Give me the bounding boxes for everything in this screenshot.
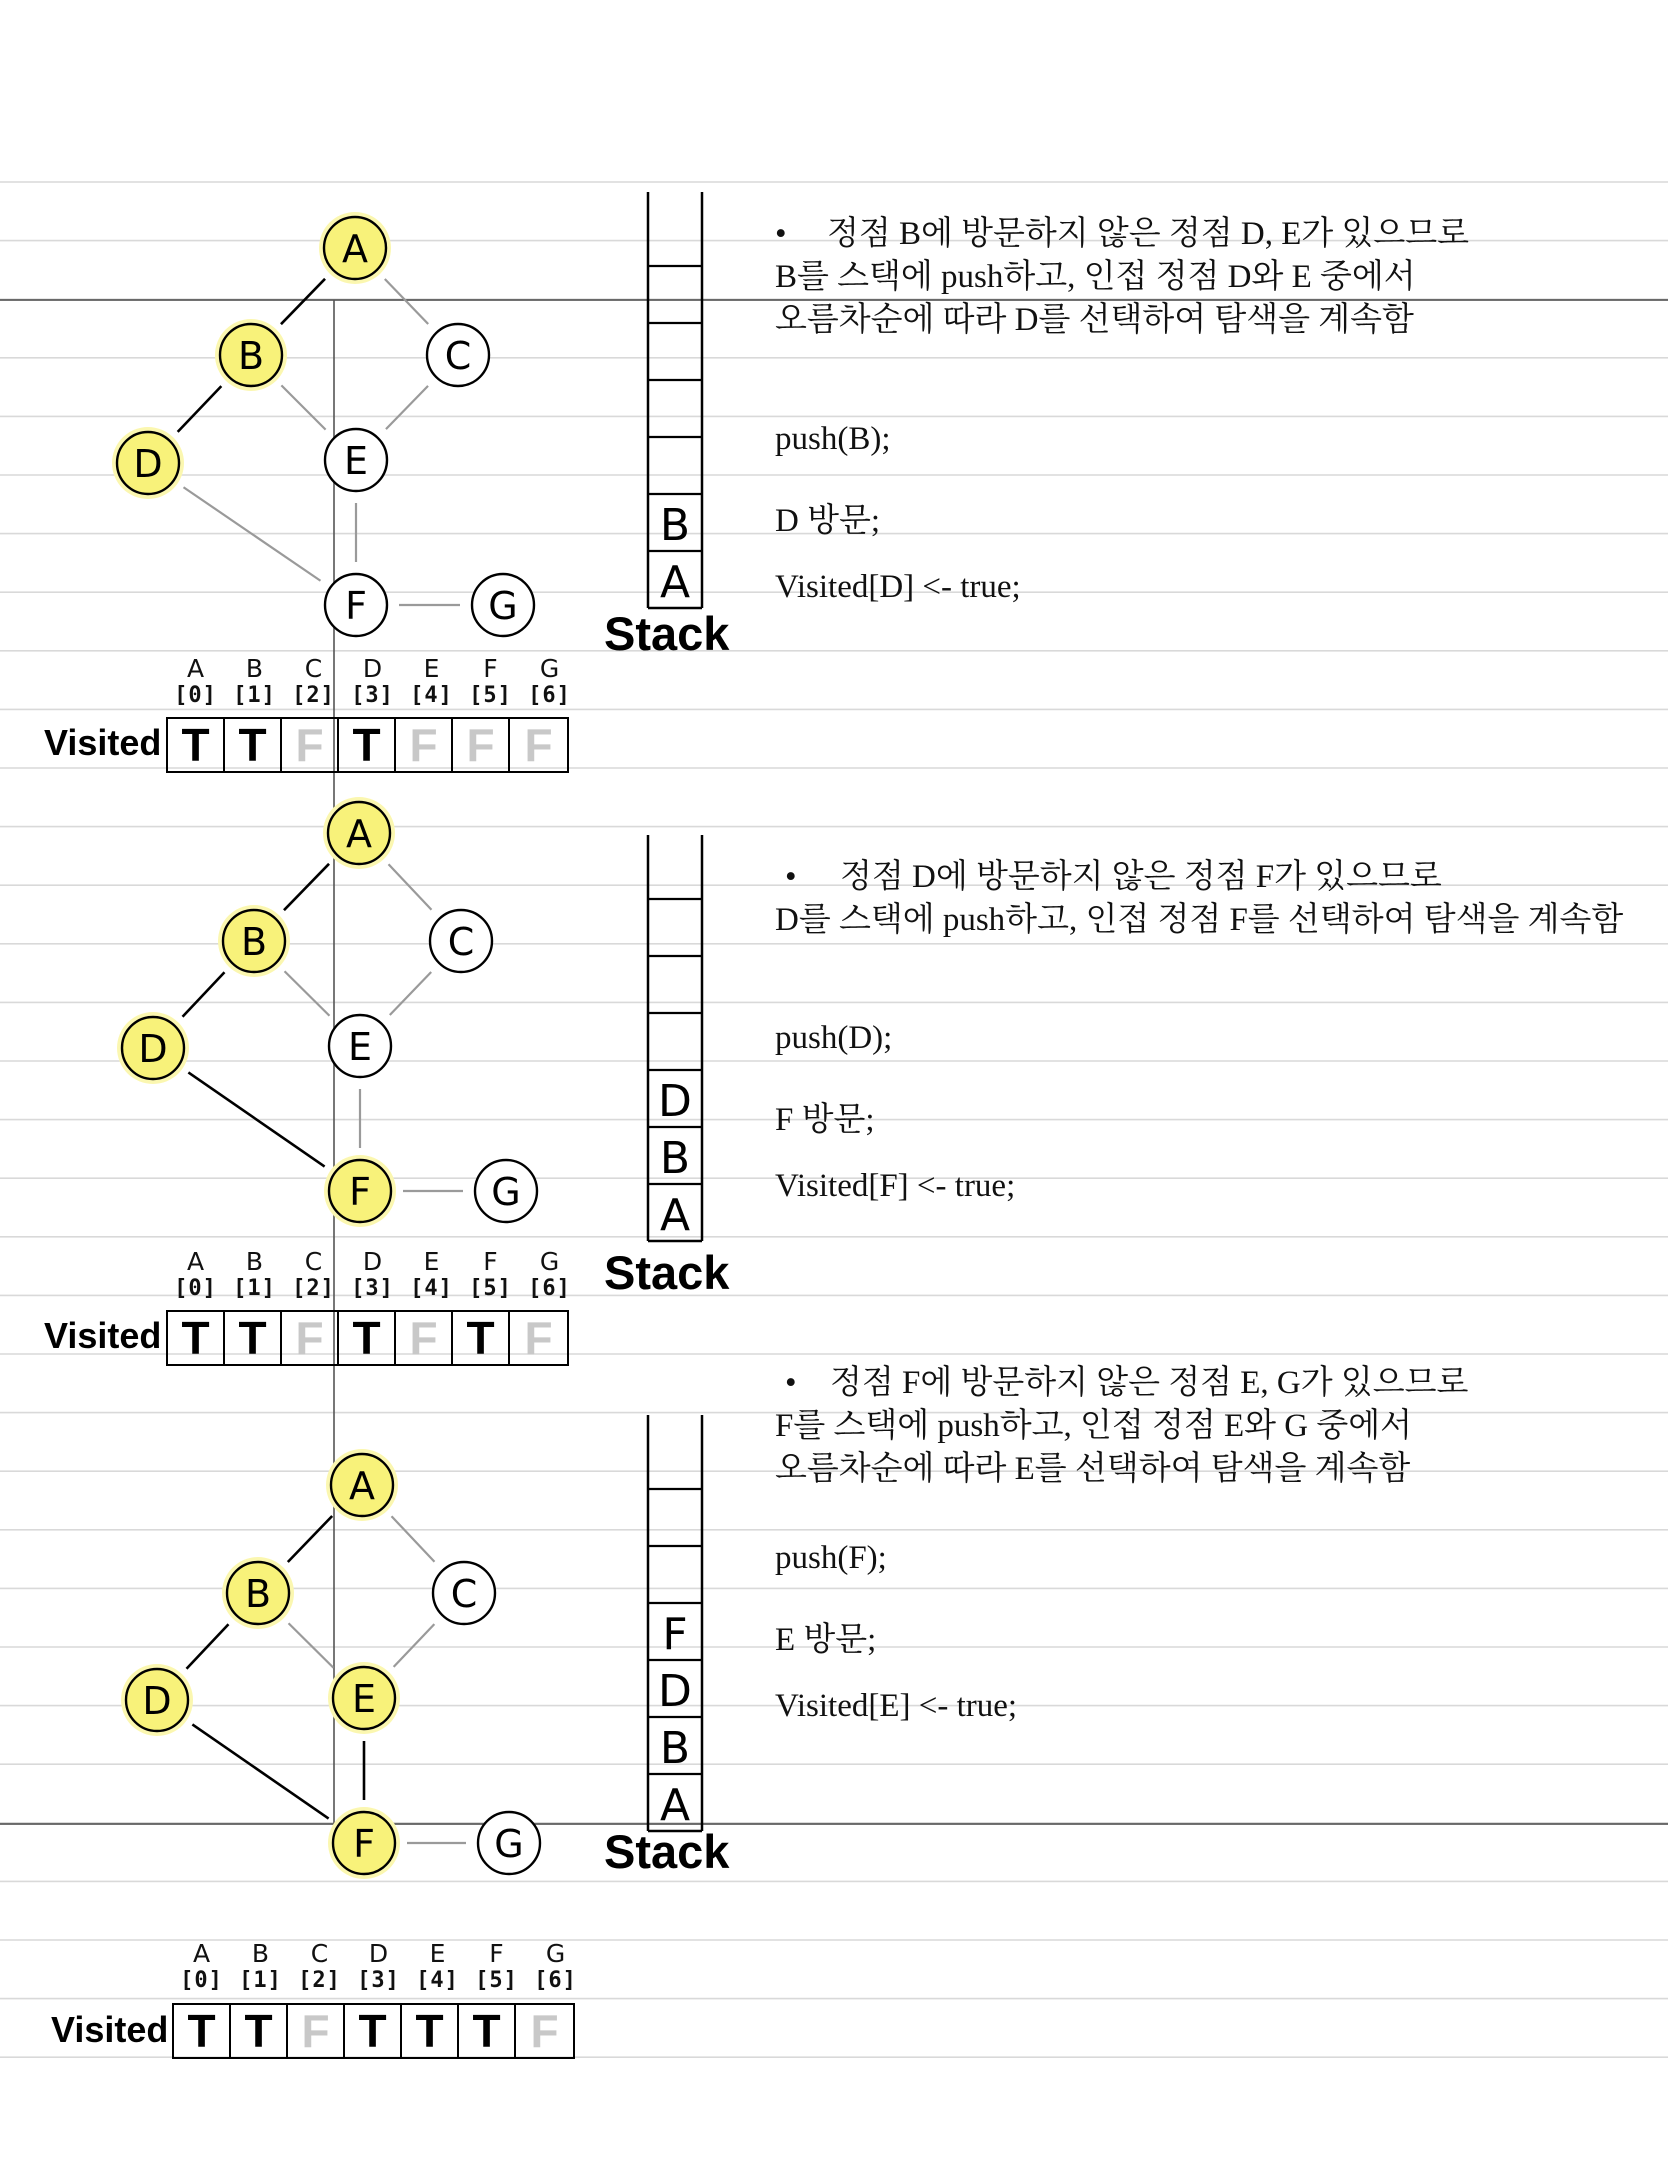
visited-cell: T xyxy=(339,719,396,771)
column-letter: C xyxy=(304,654,323,683)
description-line: • 정점 D에 방문하지 않은 정점 F가 있으므로 xyxy=(785,859,1442,895)
edge-B-D xyxy=(187,1624,229,1668)
stack-item: B xyxy=(659,1723,691,1774)
edge-D-F xyxy=(192,1724,328,1818)
column-letter: F xyxy=(483,1247,498,1276)
visited-cell: T xyxy=(231,2005,288,2057)
stack-item: D xyxy=(658,1076,692,1127)
description-line: • 정점 F에 방문하지 않은 정점 E, G가 있으므로 xyxy=(785,1365,1469,1401)
visited-label: Visited xyxy=(44,1315,162,1356)
stack-label: Stack xyxy=(604,1246,730,1299)
visited-cell: T xyxy=(453,1312,510,1364)
column-index: [1] xyxy=(233,683,276,708)
code-mark-visited: Visited[E] <- true; xyxy=(775,1688,1018,1724)
description-line: 오름차순에 따라 D를 선택하여 탐색을 계속함 xyxy=(775,302,1414,338)
node-D-label: D xyxy=(133,442,163,486)
description-line: • 정점 B에 방문하지 않은 정점 D, E가 있으므로 xyxy=(775,216,1470,252)
column-index: [4] xyxy=(410,683,453,708)
column-letter: B xyxy=(245,1247,264,1276)
column-index: [5] xyxy=(469,1276,512,1301)
column-letter: C xyxy=(304,1247,323,1276)
column-index: [0] xyxy=(174,1276,217,1301)
node-E-label: E xyxy=(343,439,369,483)
node-A-label: A xyxy=(342,227,368,271)
column-letter: C xyxy=(310,1939,329,1968)
stack-label: Stack xyxy=(604,607,730,660)
column-letter: G xyxy=(539,654,560,683)
column-letter: D xyxy=(362,1247,383,1276)
column-index: [3] xyxy=(351,1276,394,1301)
column-header xyxy=(285,1248,342,1302)
column-letter: A xyxy=(186,654,205,683)
column-index: [2] xyxy=(292,1276,335,1301)
column-header xyxy=(344,655,401,709)
node-C-label: C xyxy=(444,334,472,378)
node-C-label: C xyxy=(450,1572,478,1616)
column-header xyxy=(167,1248,224,1302)
visited-label: Visited xyxy=(44,722,162,763)
column-header xyxy=(226,655,283,709)
stack-diagram xyxy=(640,1415,720,1835)
node-G-label: G xyxy=(494,1822,524,1866)
column-header xyxy=(462,655,519,709)
node-D-label: D xyxy=(138,1027,168,1071)
code-mark-visited: Visited[D] <- true; xyxy=(775,569,1021,605)
column-index: [4] xyxy=(410,1276,453,1301)
column-index: [0] xyxy=(174,683,217,708)
node-G-label: G xyxy=(488,584,518,628)
column-index: [4] xyxy=(416,1968,459,1993)
visited-cell: F xyxy=(282,719,339,771)
column-index: [3] xyxy=(351,683,394,708)
column-index: [6] xyxy=(528,1276,571,1301)
column-letter: D xyxy=(362,654,383,683)
column-index: [6] xyxy=(534,1968,577,1993)
column-header xyxy=(403,1248,460,1302)
code-visit: F 방문; xyxy=(775,1102,875,1138)
visited-cell: T xyxy=(345,2005,402,2057)
stack-label: Stack xyxy=(604,1825,730,1878)
column-letter: D xyxy=(368,1939,389,1968)
column-header xyxy=(173,1940,230,1994)
visited-cell: F xyxy=(530,2005,559,2057)
node-A-label: A xyxy=(346,812,372,856)
stack-item: A xyxy=(659,1190,691,1241)
description-line: B를 스택에 push하고, 인접 정점 D와 E 중에서 xyxy=(775,259,1416,295)
visited-cell: T xyxy=(225,719,282,771)
visited-cell: T xyxy=(402,2005,459,2057)
column-index: [3] xyxy=(357,1968,400,1993)
code-push: push(D); xyxy=(775,1020,893,1056)
column-letter: G xyxy=(545,1939,566,1968)
stack-item: A xyxy=(659,1780,691,1831)
column-header xyxy=(232,1940,289,1994)
node-E-label: E xyxy=(351,1677,377,1721)
column-index: [1] xyxy=(239,1968,282,1993)
column-header xyxy=(521,655,578,709)
visited-cell: T xyxy=(225,1312,282,1364)
column-header xyxy=(468,1940,525,1994)
visited-cell: F xyxy=(396,719,453,771)
column-letter: E xyxy=(429,1939,446,1968)
stack-item: F xyxy=(662,1609,688,1660)
column-letter: A xyxy=(192,1939,211,1968)
column-header xyxy=(226,1248,283,1302)
column-letter: A xyxy=(186,1247,205,1276)
step-notes xyxy=(775,856,1624,1204)
column-header xyxy=(403,655,460,709)
visited-cell: F xyxy=(524,719,553,771)
description-line: F를 스택에 push하고, 인접 정점 E와 G 중에서 xyxy=(775,1408,1412,1444)
node-E-label: E xyxy=(347,1025,373,1069)
column-letter: B xyxy=(251,1939,270,1968)
column-header xyxy=(527,1940,584,1994)
column-header xyxy=(167,655,224,709)
step-notes xyxy=(775,1362,1469,1724)
stack-item: D xyxy=(658,1666,692,1717)
node-A-label: A xyxy=(349,1464,375,1508)
column-index: [2] xyxy=(298,1968,341,1993)
column-index: [2] xyxy=(292,683,335,708)
node-B-label: B xyxy=(237,334,265,378)
edge-B-E xyxy=(289,1623,334,1667)
column-header xyxy=(350,1940,407,1994)
column-letter: G xyxy=(539,1247,560,1276)
visited-cell: T xyxy=(168,1312,225,1364)
description-line: 오름차순에 따라 E를 선택하여 탐색을 계속함 xyxy=(775,1451,1411,1487)
column-index: [5] xyxy=(475,1968,518,1993)
node-F-label: F xyxy=(353,1822,375,1866)
stack-item: B xyxy=(659,1133,691,1184)
column-header xyxy=(409,1940,466,1994)
column-letter: B xyxy=(245,654,264,683)
node-B-label: B xyxy=(240,920,268,964)
column-index: [0] xyxy=(180,1968,223,1993)
node-F-label: F xyxy=(349,1170,371,1214)
edge-C-E xyxy=(394,1624,435,1667)
node-G-label: G xyxy=(491,1170,521,1214)
column-header xyxy=(344,1248,401,1302)
visited-cell: F xyxy=(524,1312,553,1364)
column-header xyxy=(521,1248,578,1302)
code-push: push(F); xyxy=(775,1540,887,1576)
step-notes xyxy=(775,213,1470,605)
node-D-label: D xyxy=(142,1679,172,1723)
column-letter: E xyxy=(423,1247,440,1276)
code-visit: E 방문; xyxy=(775,1622,877,1658)
column-header xyxy=(462,1248,519,1302)
column-header xyxy=(285,655,342,709)
visited-cell: T xyxy=(459,2005,516,2057)
node-F-label: F xyxy=(345,584,367,628)
visited-array xyxy=(172,2003,575,2059)
node-B-label: B xyxy=(244,1572,272,1616)
visited-cell: F xyxy=(453,719,510,771)
stack-item: B xyxy=(659,500,691,551)
column-letter: F xyxy=(489,1939,504,1968)
visited-cell: T xyxy=(168,719,225,771)
visited-label: Visited xyxy=(51,2009,169,2050)
visited-cell: F xyxy=(288,2005,345,2057)
visited-cell: T xyxy=(174,2005,231,2057)
column-letter: E xyxy=(423,654,440,683)
column-index: [5] xyxy=(469,683,512,708)
description-line: D를 스택에 push하고, 인접 정점 F를 선택하여 탐색을 계속함 xyxy=(775,902,1624,938)
code-push: push(B); xyxy=(775,421,891,457)
code-mark-visited: Visited[F] <- true; xyxy=(775,1168,1016,1204)
column-index: [1] xyxy=(233,1276,276,1301)
node-C-label: C xyxy=(447,920,475,964)
edge-A-B xyxy=(288,1516,332,1562)
visited-cell: T xyxy=(339,1312,396,1364)
stack-item: A xyxy=(659,557,691,608)
visited-cell: F xyxy=(282,1312,339,1364)
column-header xyxy=(291,1940,348,1994)
column-index: [6] xyxy=(528,683,571,708)
visited-cell: F xyxy=(396,1312,453,1364)
edge-A-C xyxy=(392,1516,435,1561)
code-visit: D 방문; xyxy=(775,503,881,539)
column-letter: F xyxy=(483,654,498,683)
